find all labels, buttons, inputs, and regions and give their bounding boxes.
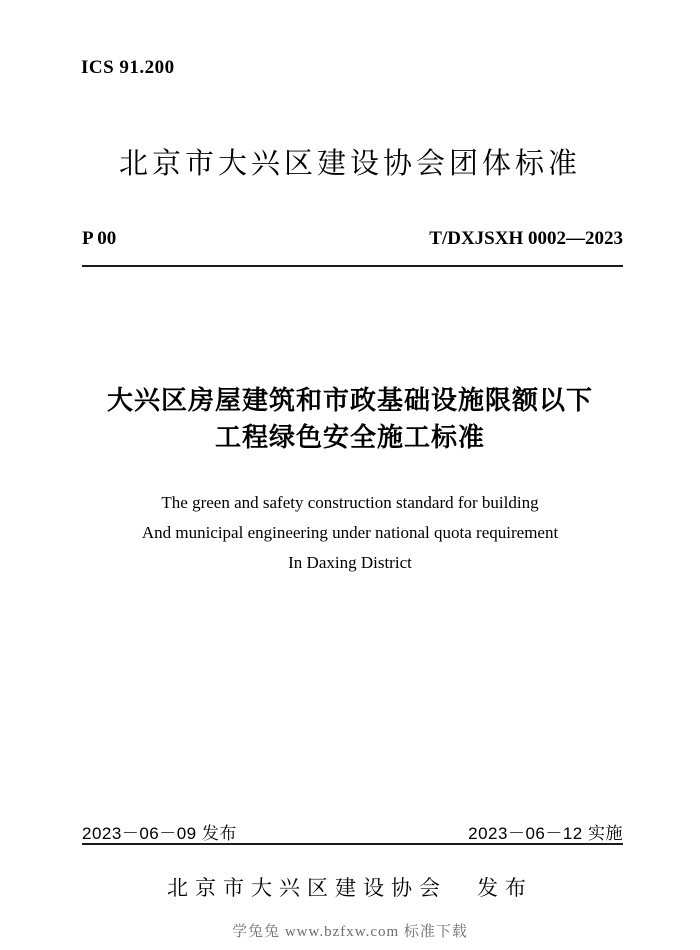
publish-label: 发布 bbox=[477, 877, 533, 900]
english-title-line3: In Daxing District bbox=[288, 553, 412, 572]
watermark-text: 学兔兔 www.bzfxw.com 标准下载 bbox=[232, 924, 468, 940]
document-class-code: P 00 bbox=[82, 228, 117, 249]
english-title-line1: The green and safety construction standard for building bbox=[161, 493, 539, 512]
publisher-row bbox=[0, 872, 700, 902]
document-number: T/DXJSXH 0002—2023 bbox=[429, 228, 623, 249]
document-title-line1: 大兴区房屋建筑和市政基础设施限额以下 bbox=[106, 385, 593, 415]
document-title-line2: 工程绿色安全施工标准 bbox=[214, 422, 485, 452]
dates-row bbox=[82, 819, 623, 844]
publisher-name: 北京市大兴区建设协会 bbox=[167, 877, 447, 900]
document-code-row bbox=[82, 228, 623, 250]
header-divider-rule bbox=[82, 265, 623, 267]
document-title-chinese bbox=[0, 382, 700, 456]
footer-divider-rule bbox=[82, 843, 623, 845]
issue-date: 2023－06－09 发布 bbox=[82, 824, 237, 843]
organization-standard-title: 北京市大兴区建设协会团体标准 bbox=[118, 148, 581, 180]
english-title-line2: And municipal engineering under national quota requirement bbox=[141, 523, 559, 542]
document-title-english bbox=[0, 488, 700, 578]
implementation-date: 2023－06－12 实施 bbox=[468, 824, 623, 843]
ics-code: ICS 91.200 bbox=[81, 57, 175, 78]
